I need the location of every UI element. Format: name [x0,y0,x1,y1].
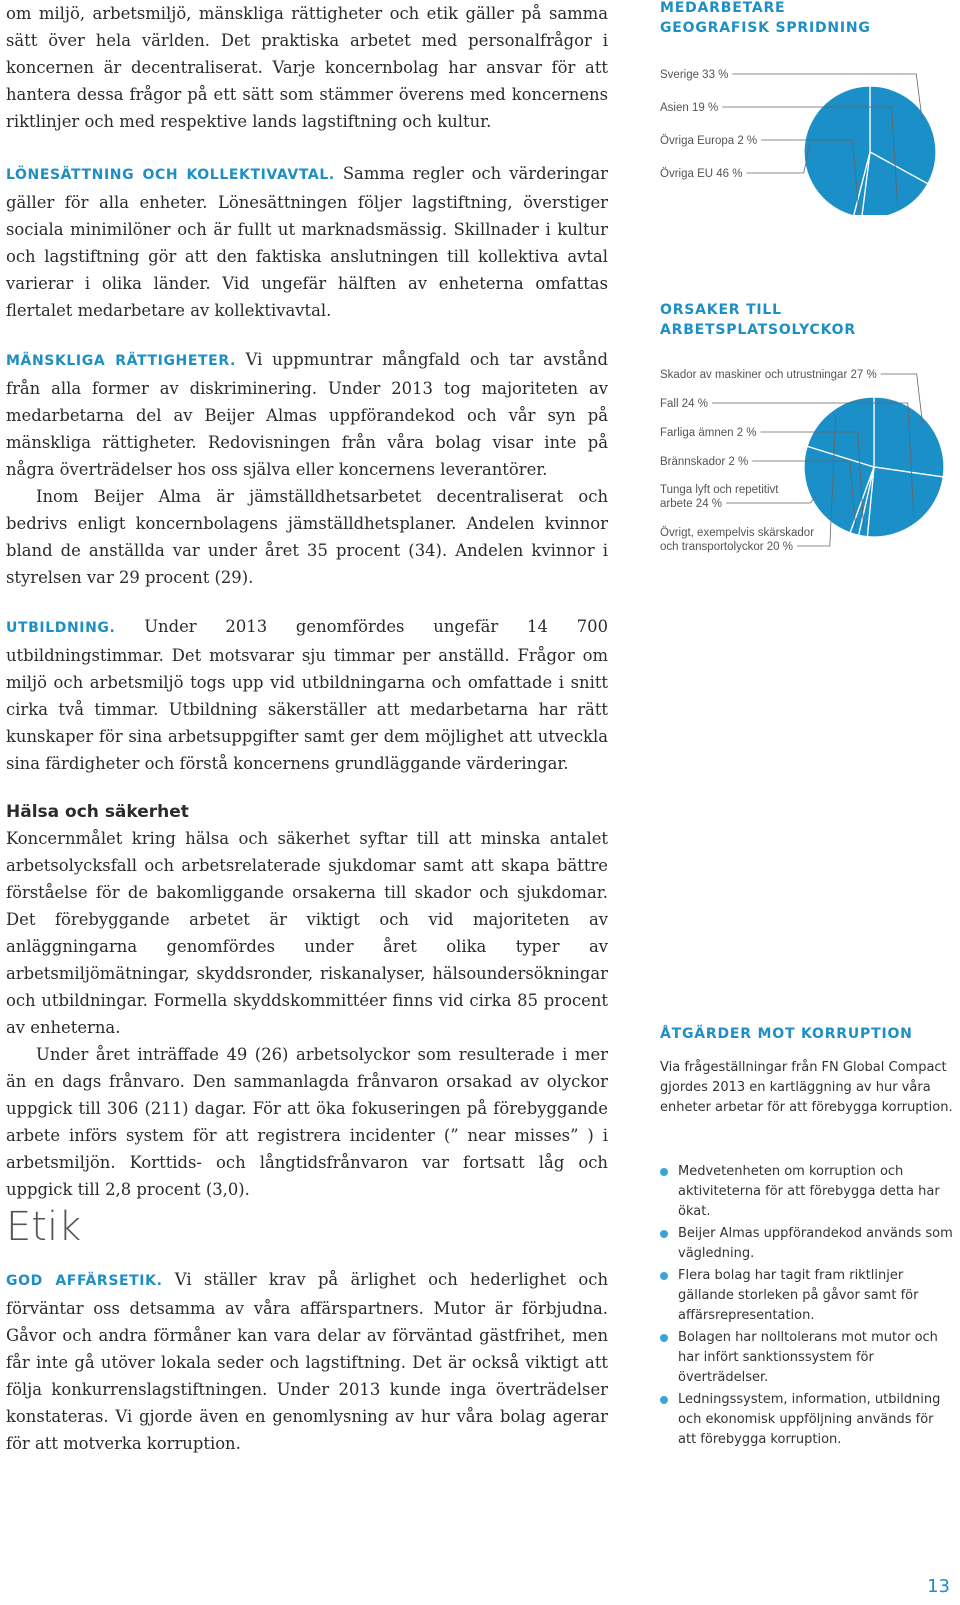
lonesattning-paragraph [6,160,608,324]
pie-label: Tunga lyft och repetitivt [660,484,779,496]
korruption-bullet-list [660,1162,955,1452]
etik-title: Etik [6,1204,82,1250]
lonesattning-section [6,160,608,324]
main-column [6,0,608,135]
god-affarsetik-text: Vi ställer krav på ärlighet och hederlighet och förväntar oss detsamma av våra affärspartners. Mutor är förbjudna. Gåvor och andra förmåner kan vara delar av förväntad gästfrihet, men får inte gå utöver lokala seder och lagstiftning. Det är också viktigt att följa konkurrenslagstiftningen. Under 2013 kunde inga överträdelser konstateras. Vi gjorde även en genomlysning av hur våra bolag agerar för att motverka korruption. [6,1270,609,1453]
page-number: 13 [927,1576,950,1597]
manskliga-text: Vi uppmuntrar mångfald och tar avstånd från alla former av diskriminering. Under 2013 tog majoriteten av medarbetarna del av Beijer Almas uppförandekod och vår syn på mänskliga rättigheter. Redovisningen från våra bolag visar inte på några överträdelser hos oss själva eller koncernens leverantörer. [6,350,608,479]
utbildning-text: Under 2013 genomfördes ungefär 14 700 utbildningstimmar. Det motsvarar sju timmar per anställd. Frågor om miljö och arbetsmiljö togs upp vid utbildningarna och omfattade i snitt cirka två timmar. Utbildning säkerställer att medarbetarna har rätt kunskaper för sina arbetsuppgifter samt ger dem möjlighet att utveckla sina färdigheter och förstå koncernens grundläggande värderingar. [6,617,608,773]
chart2-title-line1: ORSAKER TILL [660,302,782,318]
lonesattning-text: Samma regler och värderingar gäller för alla enheter. Lönesättningen följer lagstiftning, överstiger sociala minimilöner och är fullt ut marknadsmässig. Skillnader i kultur och lagstiftning gör att den faktiska anslutningen till kollektiva avtal varierar i olika länder. Vid ungefär hälften av enheterna omfattas flertalet medarbetare av kollektivavtal. [6,164,609,320]
leader-line [746,144,809,173]
bullet-dot-icon [660,1168,668,1176]
manskliga-section [6,346,608,591]
chart1-svg [660,55,960,215]
lonesattning-heading: LÖNESÄTTNING OCH KOLLEKTIVAVTAL. [6,167,335,183]
korruption-bullet-item [660,1224,955,1264]
pie-label: Brännskador 2 % [660,456,749,468]
pie-label: Övriga Europa 2 % [660,135,758,147]
leader-line [726,496,816,503]
pie-label: Farliga ämnen 2 % [660,427,757,439]
intro-paragraph: om miljö, arbetsmiljö, mänskliga rättigheter och etik gäller på samma sätt över hela världen. Det praktiska arbetet med personalfrågor i koncernen är decentraliserat. Varje koncernbolag har ansvar för att hantera dessa frågor på ett sätt som stämmer överens med koncernens riktlinjer och med respektive lands lagstiftning och kultur. [6,4,608,131]
chart2-title [660,300,856,340]
halsa-heading: Hälsa och säkerhet [6,802,189,822]
manskliga-heading: MÄNSKLIGA RÄTTIGHETER. [6,353,236,369]
korruption-bullet-item [660,1328,955,1388]
pie-label: Övriga EU 46 % [660,168,743,180]
korruption-bullet-text: Medvetenheten om korruption och aktiviteterna för att förebygga detta har ökat. [678,1164,940,1219]
korruption-bullet-item [660,1390,955,1450]
korruption-bullet-text: Bolagen har nolltolerans mot mutor och har infört sanktionssystem för överträdelser. [678,1330,938,1385]
utbildning-section [6,613,608,777]
manskliga-paragraph [6,346,608,483]
chart1-title [660,0,871,38]
chart2 [660,360,960,575]
pie-label: och transportolyckor 20 % [660,541,793,553]
chart1 [660,55,960,220]
bullet-dot-icon [660,1396,668,1404]
god-affarsetik-heading: GOD AFFÄRSETIK. [6,1273,163,1289]
korruption-intro: Via frågeställningar från FN Global Compact gjordes 2013 en kartläggning av hur våra enheter arbetar för att förebygga korruption. [660,1060,953,1115]
utbildning-paragraph [6,613,608,777]
pie-label: Sverige 33 % [660,69,729,81]
pie-label: Asien 19 % [660,102,719,114]
pie-label: Skador av maskiner och utrustningar 27 % [660,369,877,381]
chart1-title-line2: GEOGRAFISK SPRIDNING [660,20,871,36]
chart1-title-line1: MEDARBETARE [660,0,786,16]
halsa-section [6,799,608,1203]
bullet-dot-icon [660,1334,668,1342]
pie-slice [874,397,944,477]
utbildning-heading: UTBILDNING. [6,620,116,636]
korruption-bullet-text: Ledningssystem, information, utbildning och ekonomisk uppföljning används för att förebygga korruption. [678,1392,941,1447]
korruption-bullet-item [660,1162,955,1222]
god-affarsetik-section [6,1266,608,1457]
bullet-dot-icon [660,1272,668,1280]
pie-slice [867,467,943,537]
halsa-paragraph-2: Under året inträffade 49 (26) arbetsolyckor som resulterade i mer än en dags frånvaro. Den sammanlagda frånvaron orsakad av olyckor uppgick till 306 (211) dagar. För att öka fokuseringen på förebyggande arbete införs system för att registrera incidenter (” near misses” ) i arbetsmiljön. Korttids- och långtidsfrånvaron var fortsatt låg och uppgick till 2,8 procent (3,0). [6,1045,608,1199]
korruption-bullet-text: Beijer Almas uppförandekod används som vägledning. [678,1226,953,1261]
korruption-title: ÅTGÄRDER MOT KORRUPTION [660,1026,913,1042]
bullet-dot-icon [660,1230,668,1238]
jamstalldhet-paragraph: Inom Beijer Alma är jämställdhetsarbetet decentraliserat och bedrivs enligt koncernbolagens jämställdhetsplaner. Andelen kvinnor bland de anställda var under året 35 procent (34). Andelen kvinnor i styrelsen var 29 procent (29). [6,487,608,587]
pie-label: Övrigt, exempelvis skärskador [660,527,815,539]
chart2-title-line2: ARBETSPLATSOLYCKOR [660,322,856,338]
korruption-bullet-item [660,1266,955,1326]
god-affarsetik-paragraph [6,1266,608,1457]
pie-label: arbete 24 % [660,498,723,510]
halsa-paragraph-1: Koncernmålet kring hälsa och säkerhet syftar till att minska antalet arbetsolycksfall och arbetsrelaterade sjukdomar samt att skapa bättre förståelse för de bakomliggande orsakerna till skador och sjukdomar. Det förebyggande arbetet är viktigt och vid majoriteten av anläggningarna genomfördes under året olika typer av arbetsmiljömätningar, skyddsronder, riskanalyser, hälsoundersökningar och utbildningar. Formella skyddskommittéer finns vid cirka 85 procent av enheterna. [6,829,608,1037]
korruption-bullet-text: Flera bolag har tagit fram riktlinjer gällande storleken på gåvor samt för affärsrepresentation. [678,1268,919,1323]
chart2-svg [660,360,960,570]
pie-label: Fall 24 % [660,398,708,410]
